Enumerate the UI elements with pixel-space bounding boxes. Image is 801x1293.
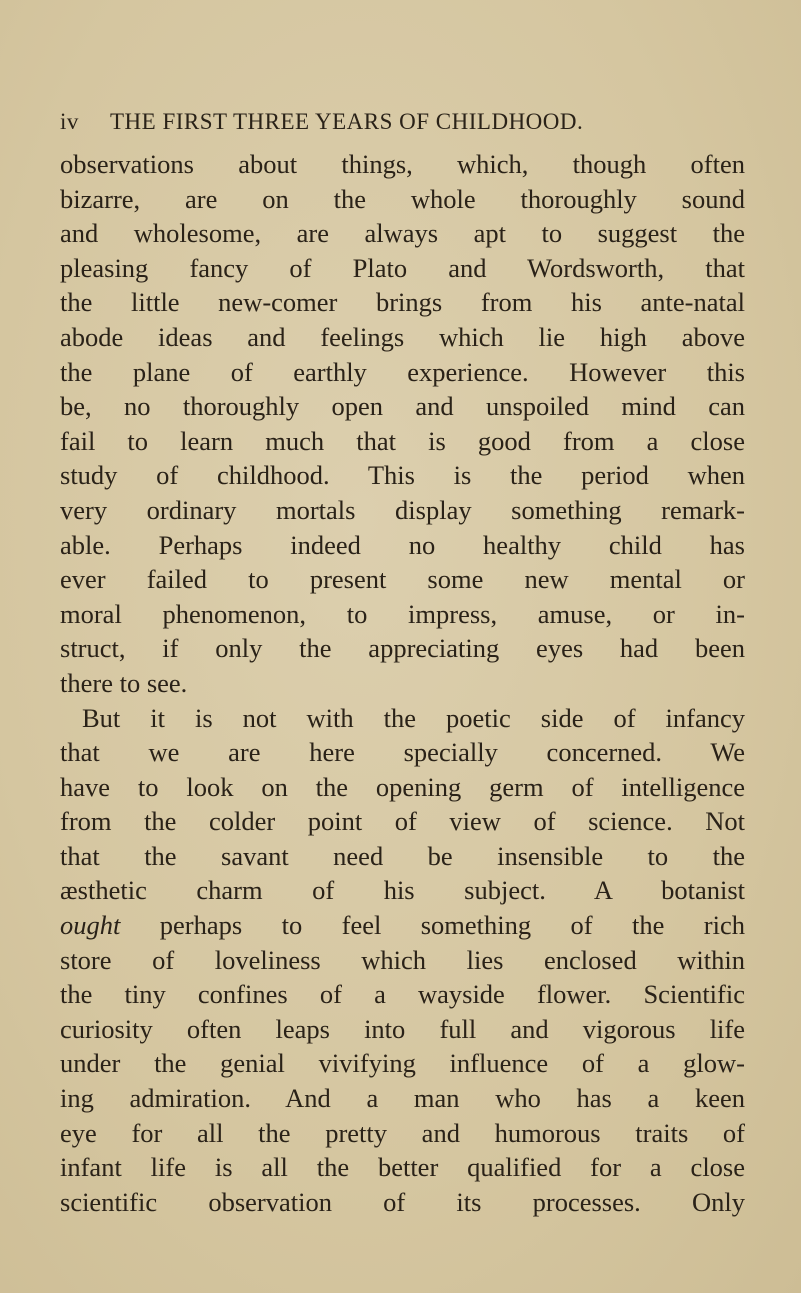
running-title: THE FIRST THREE YEARS OF CHILDHOOD. [110,109,584,134]
text-line: be, no thoroughly open and unspoiled mind can [60,391,745,422]
text-line: the plane of earthly experience. However this [60,356,745,387]
text-line: under the genial vivifying influence of a glow- [60,1048,745,1079]
text-line: fail to learn much that is good from a close [60,425,745,456]
body-text [60,147,745,1219]
text-line: æsthetic charm of his subject. A botanist [60,875,745,906]
text-line: there to see. [60,667,188,698]
text-line: ever failed to present some new mental or [60,564,745,595]
text-line: infant life is all the better qualified for a close [60,1152,745,1183]
page-number: iv [60,109,79,134]
text-line-with-emphasis [60,908,745,943]
text-line: that we are here specially concerned. We [60,737,745,768]
text-line: curiosity often leaps into full and vigorous life [60,1013,745,1044]
emphasized-word: ought [60,910,121,941]
text-line: store of loveliness which lies enclosed within [60,944,745,975]
text-line: have to look on the opening germ of intelligence [60,771,745,802]
text-line: able. Perhaps indeed no healthy child has [60,529,745,560]
paragraph-start-line: But it is not with the poetic side of infancy [82,702,745,733]
text-line: pleasing fancy of Plato and Wordsworth, that [60,252,745,283]
text-line: from the colder point of view of science. Not [60,806,745,837]
text-line: moral phenomenon, to impress, amuse, or in- [60,598,745,629]
text-line: very ordinary mortals display something remark- [60,494,745,525]
text-line: the little new-comer brings from his ante-natal [60,287,745,318]
text-line: abode ideas and feelings which lie high above [60,321,745,352]
text-line: bizarre, are on the whole thoroughly sound [60,183,745,214]
text-line: study of childhood. This is the period when [60,460,745,491]
text-line: eye for all the pretty and humorous traits of [60,1117,745,1148]
text-line: that the savant need be insensible to the [60,840,745,871]
text-line: the tiny confines of a wayside flower. Scientific [60,979,745,1010]
running-head [60,109,750,135]
text-line: scientific observation of its processes. Only [60,1186,745,1217]
text-line-rest: perhaps to feel something of the rich [159,910,746,941]
text-line: and wholesome, are always apt to suggest the [60,218,745,249]
text-line: observations about things, which, though often [60,149,745,179]
text-line: ing admiration. And a man who has a keen [60,1083,745,1114]
text-line: struct, if only the appreciating eyes had been [60,633,745,664]
